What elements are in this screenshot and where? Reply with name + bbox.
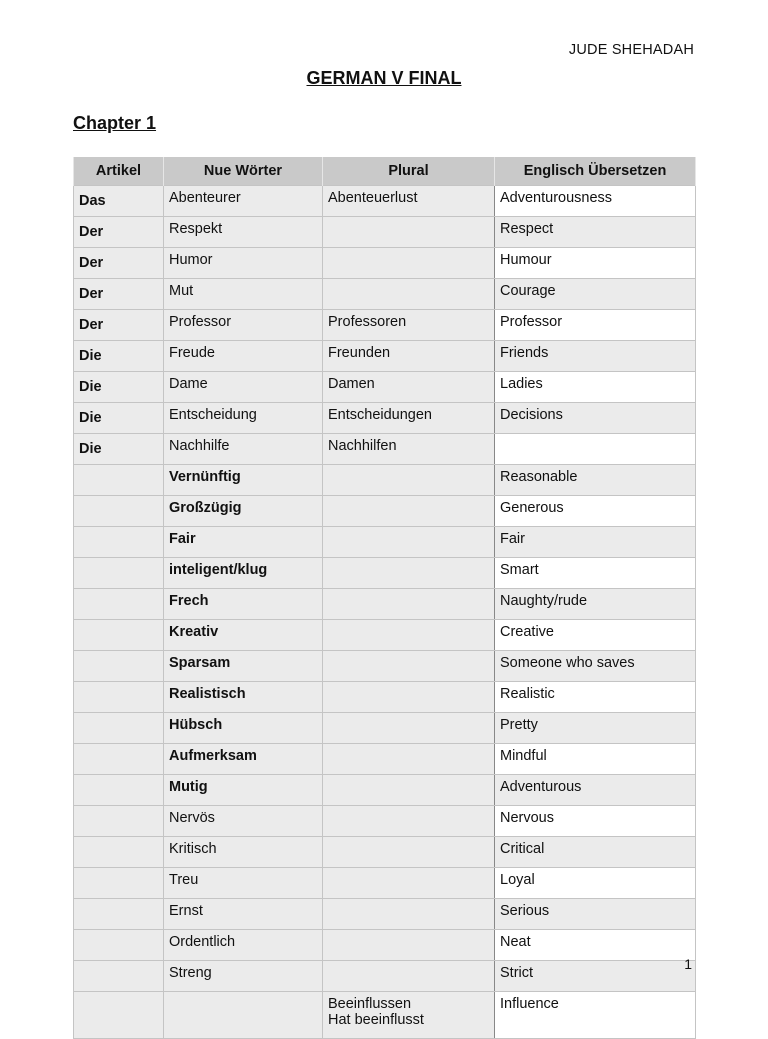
cell-english: Influence (495, 992, 696, 1039)
table-row (74, 868, 696, 899)
cell-word (164, 992, 323, 1039)
table-row (74, 682, 696, 713)
table-row (74, 744, 696, 775)
cell-word: inteligent/klug (164, 558, 323, 589)
table-header (74, 157, 696, 186)
cell-word: Sparsam (164, 651, 323, 682)
cell-plural (323, 899, 495, 930)
cell-word: Mutig (164, 775, 323, 806)
column-header-english: Englisch Übersetzen (495, 157, 696, 186)
table-row (74, 930, 696, 961)
cell-english: Someone who saves (495, 651, 696, 682)
table-row (74, 465, 696, 496)
cell-english: Pretty (495, 713, 696, 744)
cell-artikel (74, 775, 164, 806)
table-row (74, 310, 696, 341)
cell-plural (323, 465, 495, 496)
chapter-heading: Chapter 1 (73, 113, 157, 133)
cell-word: Dame (164, 372, 323, 403)
cell-artikel: Die (74, 341, 164, 372)
cell-word: Professor (164, 310, 323, 341)
vocabulary-table (73, 157, 696, 1039)
cell-artikel (74, 806, 164, 837)
table-row (74, 372, 696, 403)
cell-english: Nervous (495, 806, 696, 837)
cell-english: Ladies (495, 372, 696, 403)
cell-artikel: Die (74, 372, 164, 403)
cell-english: Courage (495, 279, 696, 310)
cell-artikel (74, 682, 164, 713)
cell-artikel (74, 837, 164, 868)
cell-artikel (74, 589, 164, 620)
cell-plural (323, 961, 495, 992)
cell-artikel (74, 961, 164, 992)
cell-artikel: Die (74, 403, 164, 434)
cell-english: Neat (495, 930, 696, 961)
cell-plural (323, 527, 495, 558)
column-header-artikel: Artikel (74, 157, 164, 186)
cell-word: Frech (164, 589, 323, 620)
table-row (74, 186, 696, 217)
cell-plural (323, 651, 495, 682)
cell-word: Ernst (164, 899, 323, 930)
cell-english: Critical (495, 837, 696, 868)
cell-plural: Professoren (323, 310, 495, 341)
cell-artikel: Der (74, 217, 164, 248)
table-row (74, 248, 696, 279)
document-title: GERMAN V FINAL (306, 68, 462, 88)
cell-word: Entscheidung (164, 403, 323, 434)
cell-word: Ordentlich (164, 930, 323, 961)
cell-word: Freude (164, 341, 323, 372)
cell-plural (323, 806, 495, 837)
table-row (74, 279, 696, 310)
cell-english: Humour (495, 248, 696, 279)
table-row (74, 434, 696, 465)
table-row (74, 713, 696, 744)
cell-english: Creative (495, 620, 696, 651)
cell-english: Decisions (495, 403, 696, 434)
table-row (74, 961, 696, 992)
column-header-plural: Plural (323, 157, 495, 186)
cell-plural (323, 775, 495, 806)
cell-plural: Abenteuerlust (323, 186, 495, 217)
cell-english: Naughty/rude (495, 589, 696, 620)
cell-artikel: Der (74, 248, 164, 279)
cell-artikel (74, 744, 164, 775)
table-row (74, 620, 696, 651)
cell-word: Kreativ (164, 620, 323, 651)
cell-artikel (74, 651, 164, 682)
cell-word: Vernünftig (164, 465, 323, 496)
cell-english: Adventurous (495, 775, 696, 806)
cell-artikel (74, 992, 164, 1039)
cell-english: Fair (495, 527, 696, 558)
cell-english: Loyal (495, 868, 696, 899)
table-row (74, 837, 696, 868)
cell-english: Professor (495, 310, 696, 341)
cell-english: Serious (495, 899, 696, 930)
cell-artikel: Das (74, 186, 164, 217)
cell-word: Mut (164, 279, 323, 310)
table-row (74, 651, 696, 682)
cell-artikel: Die (74, 434, 164, 465)
cell-english (495, 434, 696, 465)
cell-plural: Damen (323, 372, 495, 403)
cell-artikel (74, 620, 164, 651)
cell-word: Fair (164, 527, 323, 558)
cell-artikel (74, 899, 164, 930)
table-row (74, 527, 696, 558)
table-row (74, 341, 696, 372)
cell-artikel (74, 558, 164, 589)
table-row (74, 558, 696, 589)
cell-artikel (74, 465, 164, 496)
cell-english: Strict (495, 961, 696, 992)
table-row (74, 403, 696, 434)
cell-plural (323, 217, 495, 248)
cell-artikel: Der (74, 279, 164, 310)
cell-english: Respect (495, 217, 696, 248)
table-row (74, 806, 696, 837)
cell-word: Hübsch (164, 713, 323, 744)
table-row (74, 992, 696, 1039)
cell-english: Realistic (495, 682, 696, 713)
cell-artikel (74, 868, 164, 899)
cell-word: Abenteurer (164, 186, 323, 217)
cell-plural (323, 868, 495, 899)
cell-artikel: Der (74, 310, 164, 341)
cell-plural (323, 682, 495, 713)
cell-word: Realistisch (164, 682, 323, 713)
table-row (74, 496, 696, 527)
cell-artikel (74, 713, 164, 744)
cell-plural: Nachhilfen (323, 434, 495, 465)
cell-word: Großzügig (164, 496, 323, 527)
cell-plural (323, 744, 495, 775)
cell-english: Generous (495, 496, 696, 527)
cell-artikel (74, 930, 164, 961)
cell-english: Adventurousness (495, 186, 696, 217)
cell-english: Smart (495, 558, 696, 589)
cell-word: Nachhilfe (164, 434, 323, 465)
cell-plural (323, 713, 495, 744)
cell-plural (323, 279, 495, 310)
table-row (74, 899, 696, 930)
cell-plural (323, 558, 495, 589)
cell-word: Streng (164, 961, 323, 992)
cell-plural (323, 248, 495, 279)
cell-plural (323, 837, 495, 868)
cell-artikel (74, 496, 164, 527)
cell-english: Mindful (495, 744, 696, 775)
table-body (74, 186, 696, 1039)
column-header-words: Nue Wörter (164, 157, 323, 186)
cell-word: Treu (164, 868, 323, 899)
cell-plural: Entscheidungen (323, 403, 495, 434)
cell-artikel (74, 527, 164, 558)
table-row (74, 217, 696, 248)
cell-plural (323, 496, 495, 527)
cell-english: Friends (495, 341, 696, 372)
table-row (74, 589, 696, 620)
cell-word: Humor (164, 248, 323, 279)
cell-english: Reasonable (495, 465, 696, 496)
cell-plural (323, 589, 495, 620)
cell-word: Respekt (164, 217, 323, 248)
cell-plural (323, 930, 495, 961)
cell-word: Kritisch (164, 837, 323, 868)
page-number: 1 (684, 956, 692, 972)
cell-word: Nervös (164, 806, 323, 837)
cell-plural: Freunden (323, 341, 495, 372)
author-name: JUDE SHEHADAH (568, 42, 694, 58)
cell-plural (323, 620, 495, 651)
cell-plural: Beeinflussen Hat beeinflusst (323, 992, 495, 1039)
table-row (74, 775, 696, 806)
cell-word: Aufmerksam (164, 744, 323, 775)
